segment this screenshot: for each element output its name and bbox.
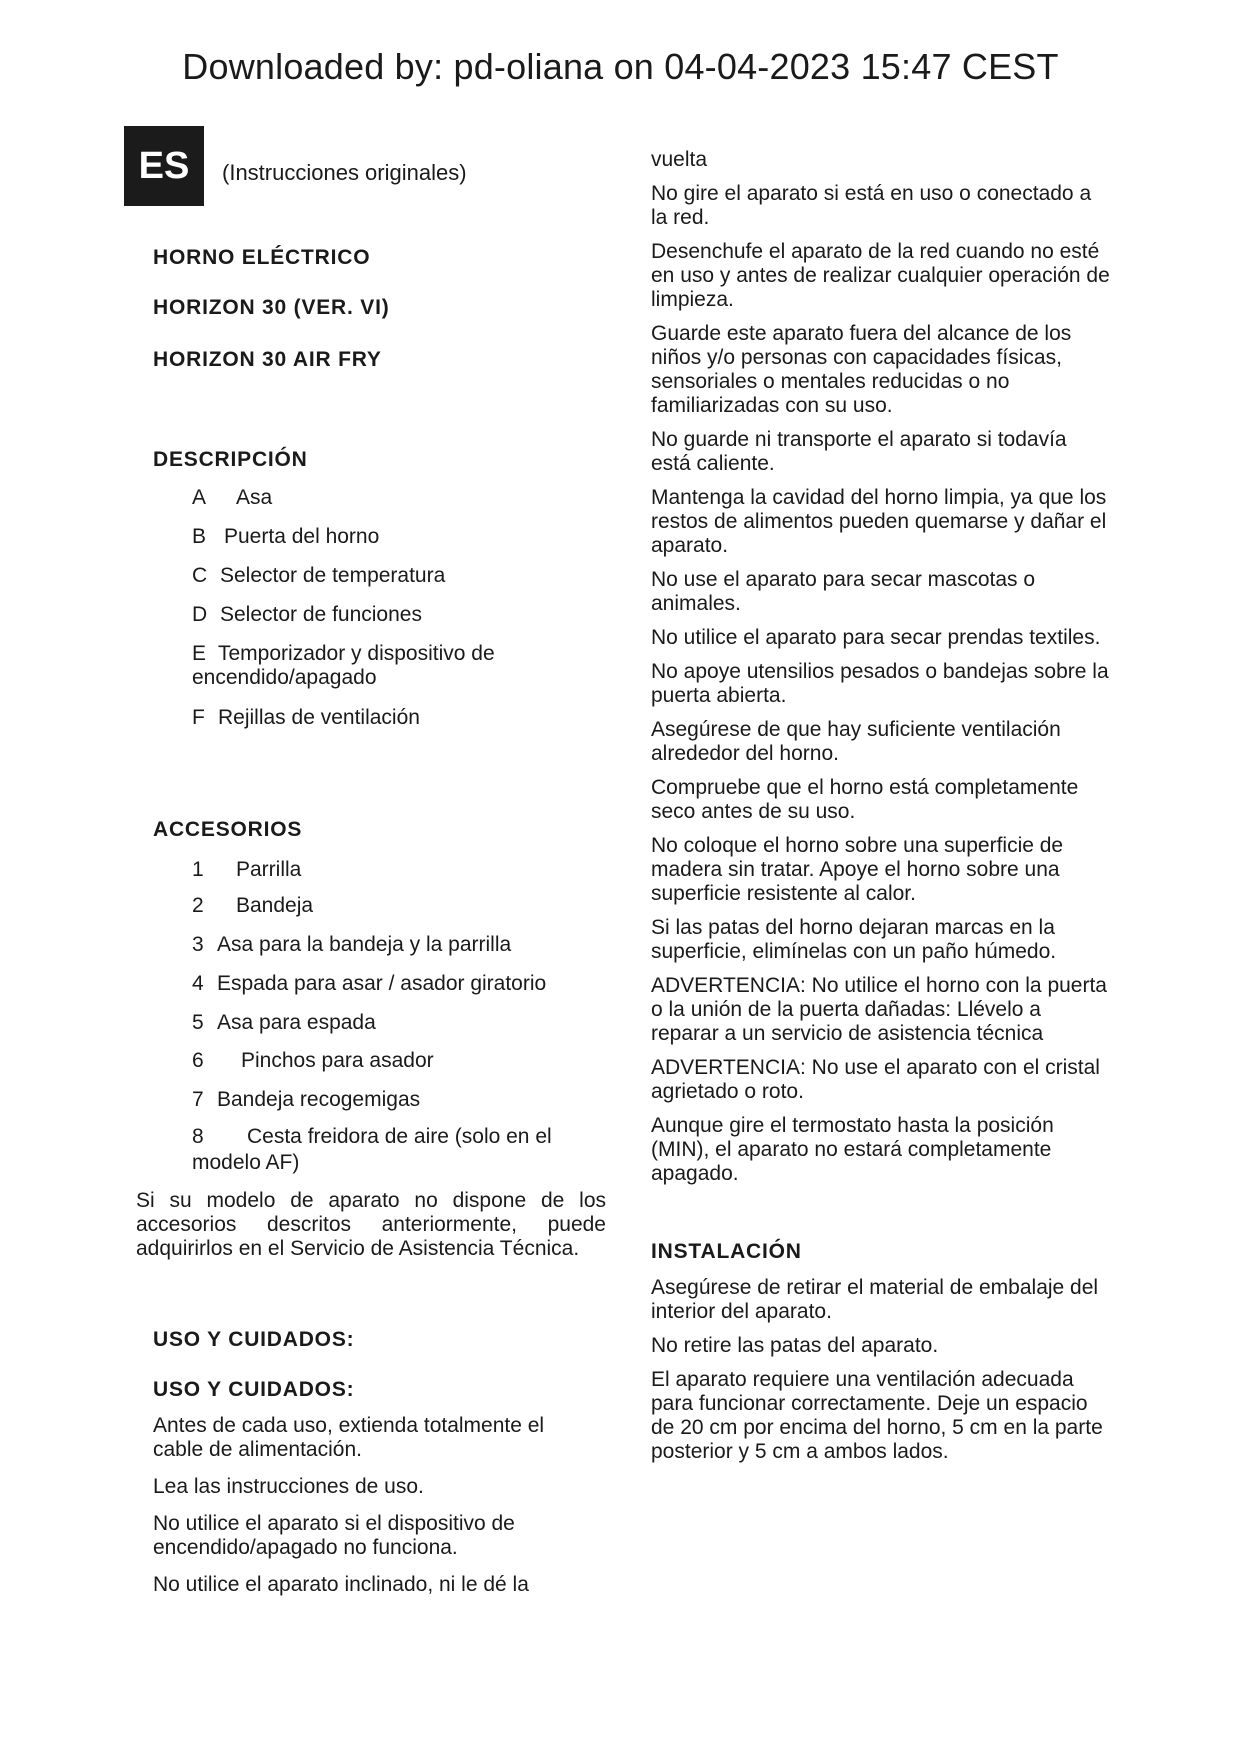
description-heading: DESCRIPCIÓN xyxy=(153,448,308,471)
safety-paragraph: No gire el aparato si está en uso o conectado a la red. xyxy=(651,182,1092,229)
item-label: Puerta del horno xyxy=(224,525,380,548)
accessory-item xyxy=(192,972,546,996)
language-badge: ES xyxy=(124,126,204,206)
item-label: Bandeja xyxy=(236,894,314,917)
accessory-item xyxy=(192,894,313,918)
description-item xyxy=(192,486,272,510)
use-care-paragraph: Lea las instrucciones de uso. xyxy=(153,1475,424,1498)
safety-paragraph: Compruebe que el horno está completamente seco antes de su uso. xyxy=(651,776,1079,823)
accessory-item xyxy=(192,1124,572,1176)
item-key: 1 xyxy=(192,858,204,881)
item-label: Asa para la bandeja y la parrilla xyxy=(217,933,512,956)
use-care-heading: USO Y CUIDADOS: xyxy=(153,1378,355,1401)
item-label: Bandeja recogemigas xyxy=(217,1088,421,1111)
installation-paragraph: No retire las patas del aparato. xyxy=(651,1334,939,1357)
safety-paragraph: Asegúrese de que hay suficiente ventilación alrededor del horno. xyxy=(651,718,1061,765)
accessories-heading: ACCESORIOS xyxy=(153,818,303,841)
item-label: Temporizador y dispositivo de encendido/apagado xyxy=(192,642,495,689)
description-item xyxy=(192,603,422,627)
item-key: C xyxy=(192,564,208,587)
safety-paragraph: Guarde este aparato fuera del alcance de los niños y/o personas con capacidades físicas, sensoriales o mentales reducidas o no familiarizadas con su uso. xyxy=(651,322,1072,417)
download-stamp: Downloaded by: pd-oliana on 04-04-2023 15:47 CEST xyxy=(182,46,1059,87)
description-item xyxy=(192,564,445,588)
item-key: 8 xyxy=(192,1125,204,1148)
installation-heading: INSTALACIÓN xyxy=(651,1240,802,1263)
item-key: 2 xyxy=(192,894,204,917)
safety-paragraph: vuelta xyxy=(651,148,708,171)
safety-paragraph: No guarde ni transporte el aparato si todavía está caliente. xyxy=(651,428,1067,475)
safety-paragraph: Mantenga la cavidad del horno limpia, ya que los restos de alimentos pueden quemarse y dañar el aparato. xyxy=(651,486,1107,557)
use-care-heading: USO Y CUIDADOS: xyxy=(153,1328,355,1351)
item-key: F xyxy=(192,706,205,729)
product-title: HORNO ELÉCTRICO xyxy=(153,246,371,269)
item-label: Rejillas de ventilación xyxy=(218,706,420,729)
item-key: A xyxy=(192,486,207,509)
safety-paragraph: Si las patas del horno dejaran marcas en la superficie, elimínelas con un paño húmedo. xyxy=(651,916,1057,963)
safety-paragraph: No use el aparato para secar mascotas o animales. xyxy=(651,568,1036,615)
right-column xyxy=(651,148,1111,1474)
item-key: 4 xyxy=(192,972,204,995)
item-key: D xyxy=(192,603,208,626)
item-label: Asa para espada xyxy=(217,1011,376,1034)
warning-paragraph: ADVERTENCIA: No utilice el horno con la puerta o la unión de la puerta dañadas: Llévelo a reparar a un servicio de asistencia técnica xyxy=(651,974,1107,1045)
accessory-item xyxy=(192,1049,434,1073)
item-key: 6 xyxy=(192,1049,204,1072)
use-care-paragraph: No utilice el aparato inclinado, ni le dé la xyxy=(153,1573,529,1596)
item-key: 3 xyxy=(192,933,204,956)
description-item xyxy=(192,642,532,690)
description-item xyxy=(192,706,420,730)
safety-paragraph: No utilice el aparato para secar prendas textiles. xyxy=(651,626,1101,649)
description-item xyxy=(192,525,379,549)
item-label: Selector de funciones xyxy=(220,603,422,626)
safety-paragraph: Aunque gire el termostato hasta la posición (MIN), el aparato no estará completamente apagado. xyxy=(651,1114,1054,1185)
item-key: E xyxy=(192,642,207,665)
use-care-paragraph: No utilice el aparato si el dispositivo de encendido/apagado no funciona. xyxy=(153,1512,515,1559)
item-label: Espada para asar / asador giratorio xyxy=(217,972,547,995)
safety-paragraph: No coloque el horno sobre una superficie de madera sin tratar. Apoye el horno sobre una superficie resistente al calor. xyxy=(651,834,1064,905)
accessory-item xyxy=(192,1088,420,1112)
product-model: HORIZON 30 AIR FRY xyxy=(153,348,382,371)
safety-paragraph: Desenchufe el aparato de la red cuando no esté en uso y antes de realizar cualquier operación de limpieza. xyxy=(651,240,1110,311)
use-care-paragraph: Antes de cada uso, extienda totalmente el cable de alimentación. xyxy=(153,1414,545,1461)
item-key: 5 xyxy=(192,1011,204,1034)
accessory-item xyxy=(192,933,511,957)
item-key: 7 xyxy=(192,1088,204,1111)
safety-paragraph: No apoye utensilios pesados o bandejas sobre la puerta abierta. xyxy=(651,660,1109,707)
item-label: Asa xyxy=(236,486,273,509)
item-label: Pinchos para asador xyxy=(241,1049,434,1072)
warning-paragraph: ADVERTENCIA: No use el aparato con el cristal agrietado o roto. xyxy=(651,1056,1100,1103)
accessory-item xyxy=(192,1011,376,1035)
item-label: Selector de temperatura xyxy=(220,564,446,587)
installation-paragraph: Asegúrese de retirar el material de embalaje del interior del aparato. xyxy=(651,1276,1099,1323)
item-key: B xyxy=(192,525,207,548)
item-label: Cesta freidora de aire (solo en el modelo AF) xyxy=(192,1125,552,1174)
left-column xyxy=(0,0,620,1754)
installation-paragraph: El aparato requiere una ventilación adecuada para funcionar correctamente. Deje un espacio de 20 cm por encima del horno, 5 cm en la parte posterior y 5 cm a ambos lados. xyxy=(651,1368,1103,1463)
original-instructions-note: (Instrucciones originales) xyxy=(222,160,467,185)
accessory-item xyxy=(192,858,301,882)
product-model: HORIZON 30 (VER. VI) xyxy=(153,296,390,319)
item-label: Parrilla xyxy=(236,858,302,881)
accessories-note: Si su modelo de aparato no dispone de los accesorios descritos anteriormente, puede adquirirlos en el Servicio de Asistencia Técnica. xyxy=(136,1189,606,1260)
